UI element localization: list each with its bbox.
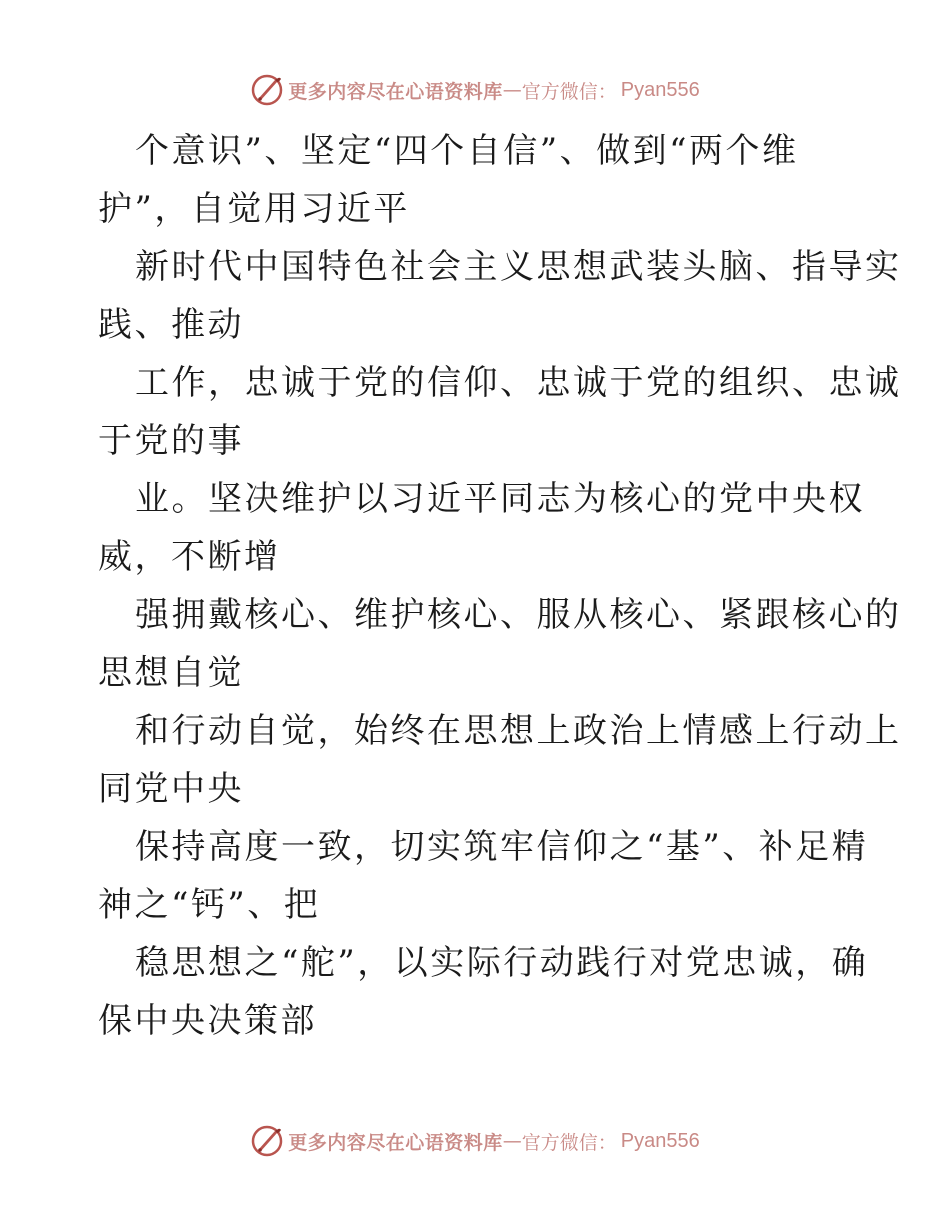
paragraph-6	[98, 702, 902, 818]
paragraph-line: 保持高度一致，切实筑牢信仰之“基”、补足精	[135, 827, 869, 867]
paragraph-line: 个意识”、坚定“四个自信”、做到“两个维	[135, 131, 799, 171]
header-banner	[0, 70, 950, 110]
banner-text: 更多内容尽在心语资料库	[288, 1131, 503, 1154]
paragraph-line: 强拥戴核心、维护核心、服从核心、紧跟核心的	[135, 595, 902, 635]
paragraph-line: 思想自觉	[98, 653, 244, 693]
paragraph-line: 护”，自觉用习近平	[98, 189, 410, 229]
footer-banner	[0, 1121, 950, 1161]
banner-separator: —	[502, 79, 522, 101]
paragraph-5	[98, 586, 902, 702]
banner-wechat-label: 官方微信：	[521, 80, 617, 103]
paragraph-line: 业。坚决维护以习近平同志为核心的党中央权	[135, 479, 865, 519]
paragraph-line: 于党的事	[98, 421, 244, 461]
paragraph-3	[98, 354, 902, 470]
paragraph-8	[98, 934, 869, 1050]
paragraph-line: 践、推动	[98, 305, 244, 345]
banner-text: 更多内容尽在心语资料库	[288, 80, 503, 103]
paragraph-line: 工作，忠诚于党的信仰、忠诚于党的组织、忠诚	[135, 363, 902, 403]
quill-pen-logo-icon	[250, 73, 284, 107]
paragraph-line: 稳思想之“舵”，以实际行动践行对党忠诚，确	[135, 943, 869, 983]
paragraph-2	[98, 238, 902, 354]
paragraph-line: 同党中央	[98, 769, 244, 809]
paragraph-7	[98, 818, 869, 934]
banner-wechat-id: Pyan556	[620, 78, 700, 101]
banner-wechat-label: 官方微信：	[521, 1131, 617, 1154]
paragraph-line: 新时代中国特色社会主义思想武装头脑、指导实	[135, 247, 902, 287]
paragraph-1	[98, 122, 858, 238]
paragraph-line: 威，不断增	[98, 537, 281, 577]
quill-pen-logo-icon	[250, 1124, 284, 1158]
banner-wechat-id: Pyan556	[620, 1129, 700, 1152]
paragraph-4	[98, 470, 865, 586]
paragraph-line: 保中央决策部	[98, 1001, 317, 1041]
paragraph-line: 神之“钙”、把	[98, 885, 321, 925]
banner-separator: —	[502, 1130, 522, 1152]
paragraph-line: 和行动自觉，始终在思想上政治上情感上行动上	[135, 711, 902, 751]
document-body	[98, 122, 902, 1050]
